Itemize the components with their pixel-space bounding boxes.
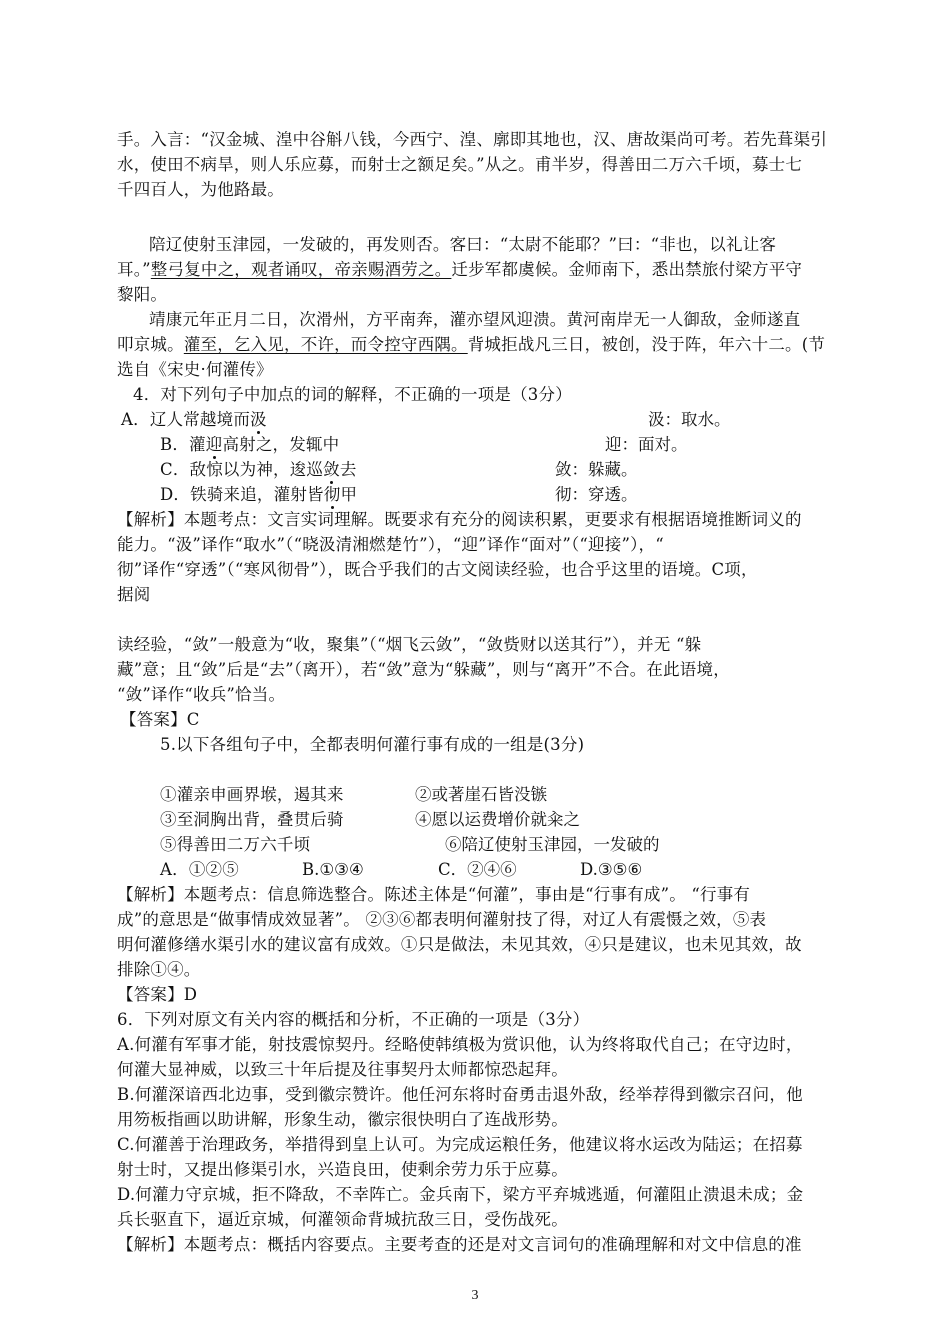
q6-analysis-line: 【解析】本题考点：概括内容要点。主要考查的还是对文言词句的准确理解和对文中信息的准: [117, 1235, 802, 1254]
passage-line: [117, 258, 802, 282]
q4-analysis-line: 藏”意；且“敛”后是“去”（离开），若“敛”意为“躲藏”，则与“离开”不合。在此语境，: [117, 660, 730, 679]
q6-option-c-line: 射士时，又提出修渠引水，兴造良田，使剩余劳力乐于应募。: [117, 1160, 568, 1179]
dotted-word: 彻: [323, 485, 341, 504]
page-number: 3: [471, 1288, 479, 1303]
dotted-word: 汲: [250, 410, 267, 429]
q6-option-d-line: D.何灌力守京城，拒不降敌，不幸阵亡。金兵南下，梁方平弃城逃遁，何灌阻止溃退未成；金: [117, 1185, 804, 1204]
q4-analysis-line: 彻”译作“穿透”（“寒风彻骨”），既合乎我们的古文阅读经验，也合乎这里的语境。C项，: [117, 560, 758, 579]
q4-option-c-gloss: 敛：躲藏。: [555, 460, 638, 479]
q5-analysis-line: 明何灌修缮水渠引水的建议富有成效。①只是做法，未见其效，④只是建议，也未见其效，故: [117, 935, 802, 954]
passage-text: 迁步军都虞候。金师南下，悉出禁旅付梁方平守: [451, 260, 803, 279]
passage-line: 陪辽使射玉津园，一发破的，再发则否。客曰：“太尉不能耶？”曰：“非也，以礼让客: [149, 235, 777, 254]
q4-option-b-gloss: 迎：面对。: [605, 435, 688, 454]
q5-item-5: ⑤得善田二万六千顷: [160, 835, 311, 854]
q5-choice-a: A．①②⑤: [160, 860, 239, 879]
q6-option-d-line: 兵长驱直下，逼近京城，何灌领命背城抗敌三日，受伤战死。: [117, 1210, 568, 1229]
q5-choice-c: C．②④⑥: [438, 860, 517, 879]
q4-option-a-gloss: 汲：取水。: [648, 410, 731, 429]
q5-item-3: ③至洞胸出背，叠贯后骑: [160, 810, 344, 829]
q4-option-b: B．灌迎高射之，发辄中: [160, 435, 340, 454]
passage-line: 千四百人，为他路最。: [117, 180, 284, 199]
q4-analysis-line: “敛”译作“收兵”恰当。: [117, 685, 286, 704]
underlined-sentence: 灌至，乞入见，不许，而令控守西隅。: [183, 335, 468, 354]
underlined-sentence: 整弓复中之，观者诵叹，帝亲赐酒劳之。: [150, 260, 452, 279]
q5-item-1: ①灌亲申画界堠，遏其来: [160, 785, 344, 804]
q5-choice-d: D.③⑤⑥: [580, 860, 643, 879]
dotted-word: 迎: [205, 435, 223, 454]
passage-line: 手。入言：“汉金城、湟中谷斛八钱，今西宁、湟、廓即其地也，汉、唐故渠尚可考。若先葺渠引: [117, 130, 828, 149]
passage-line: [117, 333, 825, 357]
q5-analysis-line: 排除①④。: [117, 960, 201, 979]
passage-line: 选自《宋史·何灌传》: [117, 360, 273, 379]
q4-analysis-line: 能力。“汲”译作“取水”（“晓汲清湘燃楚竹”），“迎”译作“面对”（“迎接”），“: [117, 535, 664, 554]
q4-option-d-gloss: 彻：穿透。: [555, 485, 638, 504]
question-4-stem: 4．对下列句子中加点的词的解释，不正确的一项是（3分）: [133, 385, 572, 404]
q5-item-6: ⑥陪辽使射玉津园，一发破的: [445, 835, 660, 854]
q6-option-b-line: 用笏板指画以助讲解，形象生动，徽宗很快明白了连战形势。: [117, 1110, 568, 1129]
q5-analysis-line: 成”的意思是“做事情成效显著”。 ②③⑥都表明何灌射技了得，对辽人有震慑之效，⑤表: [117, 910, 767, 929]
q4-option-c: C．敌惊以为神，逡巡敛去: [160, 460, 357, 479]
q6-option-b-line: B.何灌深谙西北边事，受到徽宗赞许。他任河东将时奋勇击退外敌，经举荐得到徽宗召问，他: [117, 1085, 803, 1104]
q6-option-a-line: 何灌大显神威，以致三十年后提及往事契丹太师都惊恐起拜。: [117, 1060, 568, 1079]
passage-text: 背城拒战凡三日，被创，没于阵，年六十二。(节: [467, 335, 826, 354]
passage-text: 叩京城。: [117, 335, 184, 354]
q5-analysis-line: 【解析】本题考点：信息筛选整合。陈述主体是“何灌”，事由是“行事有成”。 “行事有: [117, 885, 751, 904]
passage-line: 水，使田不病旱，则人乐应募，而射士之额足矣。”从之。甫半岁，得善田二万六千顷，募士七: [117, 155, 803, 174]
passage-text: 耳。”: [117, 260, 151, 279]
q4-analysis-line: 【解析】本题考点：文言实词理解。既要求有充分的阅读积累，更要求有根据语境推断词义的: [117, 510, 802, 529]
q5-answer: 【答案】D: [117, 985, 198, 1004]
q5-item-4: ④愿以运费增价就籴之: [415, 810, 580, 829]
q4-option-a: A．辽人常越境而汲: [121, 410, 267, 429]
q5-item-2: ②或著崖石皆没镞: [415, 785, 547, 804]
dotted-word: 敛: [323, 460, 340, 479]
question-5-stem: 5.以下各组句子中，全都表明何灌行事有成的一组是(3分): [160, 735, 585, 754]
q4-analysis-line: 读经验，“敛”一般意为“收，聚集”（“烟飞云敛”，“敛赀财以送其行”），并无 “躲: [117, 635, 702, 654]
q6-option-a-line: A.何灌有军事才能，射技震惊契丹。经略使韩缜极为赏识他，认为终将取代自己；在守边时，: [117, 1035, 803, 1054]
q5-choice-b: B.①③④: [302, 860, 364, 879]
passage-line: 黎阳。: [117, 285, 168, 304]
passage-line: 靖康元年正月二日，次滑州，方平南奔，灌亦望风迎溃。黄河南岸无一人御敌，金师遂直: [149, 310, 801, 329]
q4-option-d: D．铁骑来追，灌射皆彻甲: [160, 485, 358, 504]
q6-option-c-line: C.何灌善于治理政务，举措得到皇上认可。为完成运粮任务，他建议将水运改为陆运；在招募: [117, 1135, 803, 1154]
q4-answer: 【答案】C: [120, 710, 200, 729]
question-6-stem: 6．下列对原文有关内容的概括和分析，不正确的一项是（3分）: [117, 1010, 590, 1029]
q4-analysis-line: 据阅: [117, 585, 151, 604]
